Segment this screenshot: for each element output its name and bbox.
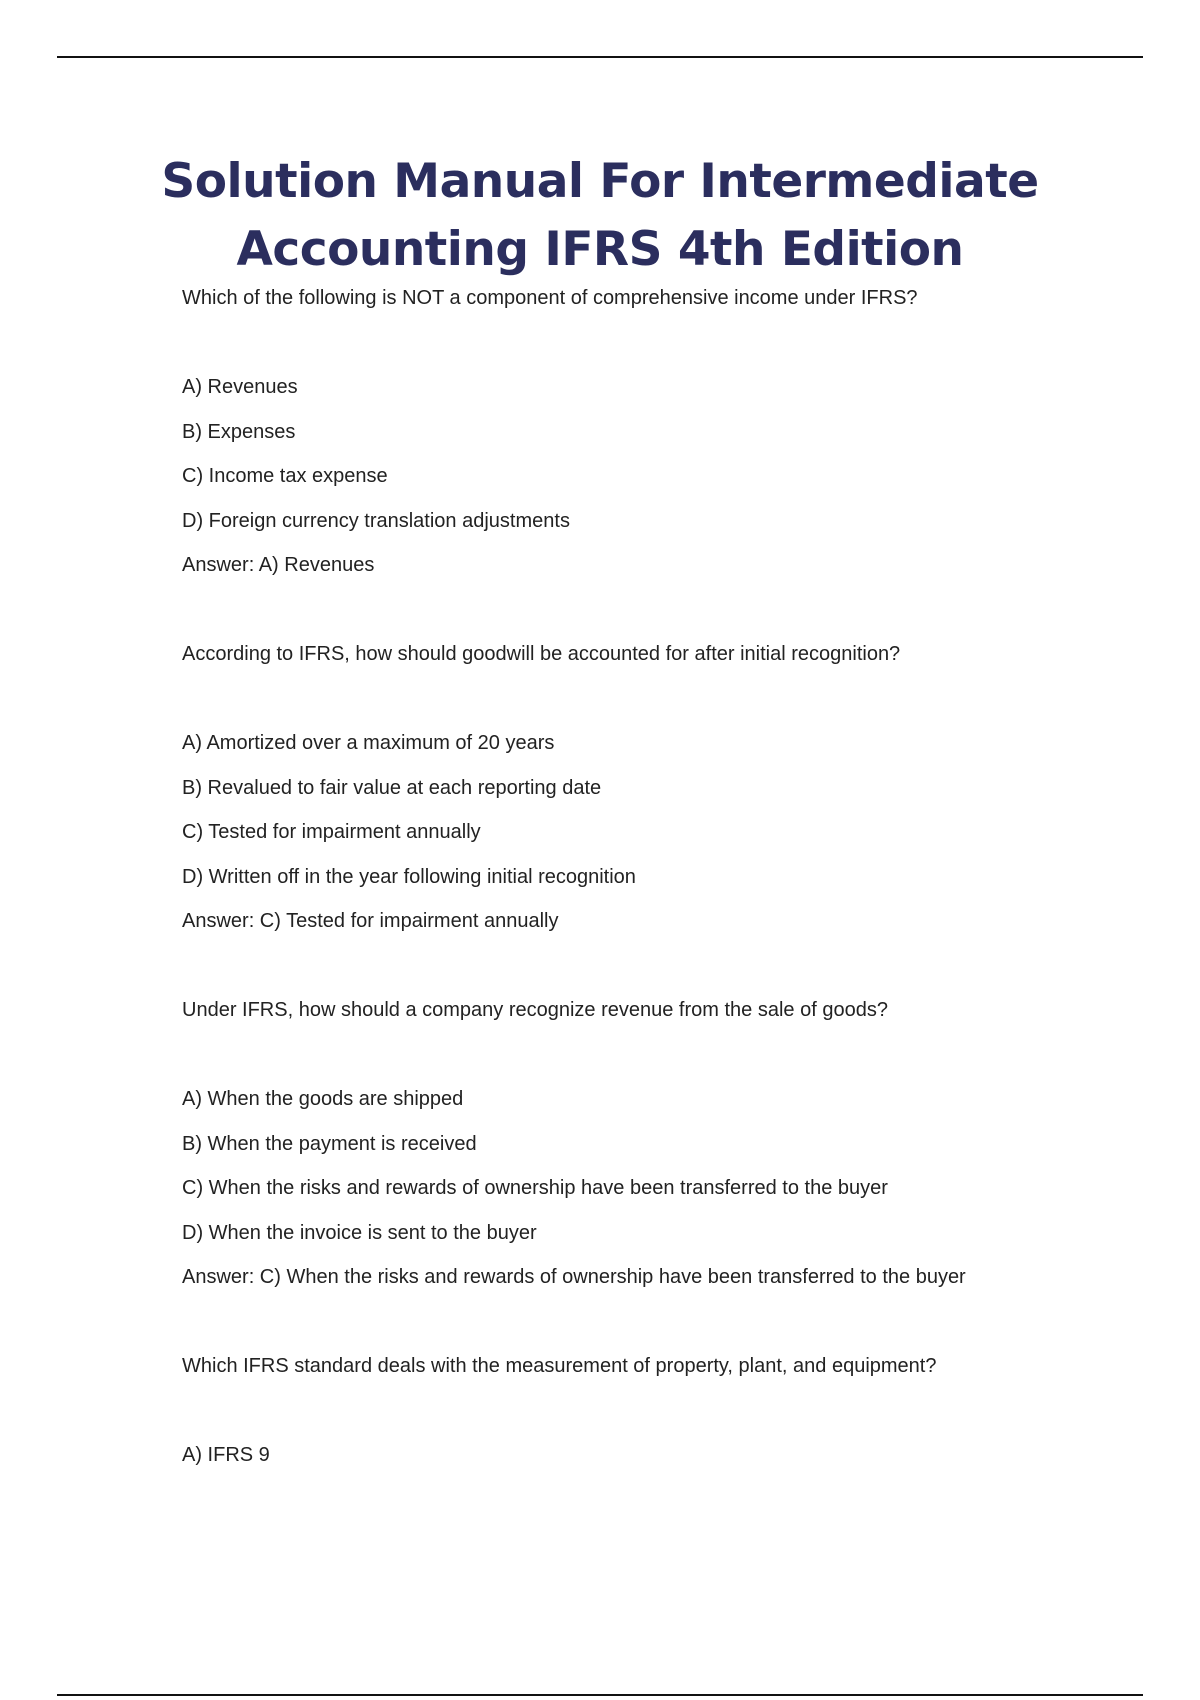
title-line-1: Solution Manual For Intermediate bbox=[161, 154, 1039, 209]
document-body bbox=[182, 276, 1022, 1522]
answer-option: C) When the risks and rewards of ownership have been transferred to the buyer bbox=[182, 1177, 888, 1199]
title-line-2: Accounting IFRS 4th Edition bbox=[236, 222, 964, 277]
question-text: Under IFRS, how should a company recognize revenue from the sale of goods? bbox=[182, 999, 888, 1021]
question-text: According to IFRS, how should goodwill be accounted for after initial recognition? bbox=[182, 643, 901, 665]
question-block-3 bbox=[182, 988, 1022, 1300]
top-divider bbox=[57, 56, 1143, 58]
answer-option: C) Income tax expense bbox=[182, 465, 388, 487]
answer-option: B) Revalued to fair value at each reporting date bbox=[182, 776, 602, 799]
answer-option: D) Foreign currency translation adjustments bbox=[182, 509, 570, 532]
answer-option: B) When the payment is received bbox=[182, 1132, 477, 1155]
answer-option: B) Expenses bbox=[182, 420, 296, 443]
bottom-divider bbox=[57, 1694, 1143, 1696]
question-block-1 bbox=[182, 276, 1022, 588]
answer-option: A) Amortized over a maximum of 20 years bbox=[182, 732, 555, 754]
question-block-4 bbox=[182, 1344, 1022, 1478]
answer-option: C) Tested for impairment annually bbox=[182, 821, 481, 843]
answer-option: A) Revenues bbox=[182, 376, 298, 398]
question-text: Which IFRS standard deals with the measurement of property, plant, and equipment? bbox=[182, 1355, 937, 1377]
answer-option: D) Written off in the year following initial recognition bbox=[182, 865, 636, 888]
question-block-2 bbox=[182, 632, 1022, 944]
correct-answer: Answer: C) Tested for impairment annually bbox=[182, 910, 559, 932]
question-text: Which of the following is NOT a component of comprehensive income under IFRS? bbox=[182, 287, 918, 309]
answer-option: A) When the goods are shipped bbox=[182, 1088, 464, 1110]
answer-option: D) When the invoice is sent to the buyer bbox=[182, 1221, 537, 1244]
correct-answer: Answer: A) Revenues bbox=[182, 554, 375, 576]
answer-option: A) IFRS 9 bbox=[182, 1444, 270, 1466]
correct-answer: Answer: C) When the risks and rewards of ownership have been transferred to the buyer bbox=[182, 1266, 966, 1288]
document-title bbox=[150, 148, 1050, 284]
